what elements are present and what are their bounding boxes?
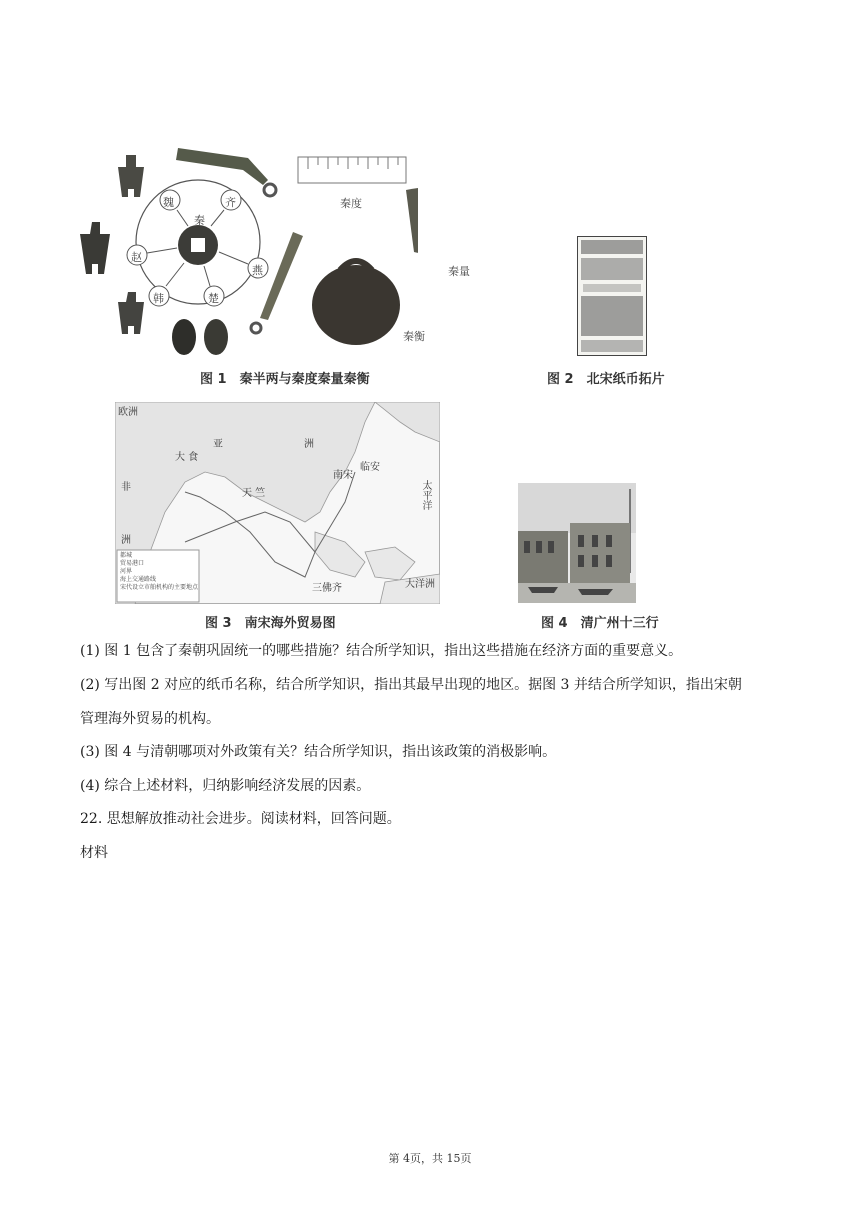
material-heading: 材料 [80, 845, 108, 861]
map-label-africa-a: 非 [121, 482, 131, 493]
figure-4-caption: 图 4 清广州十三行 [541, 616, 659, 631]
figure-3-caption: 图 3 南宋海外贸易图 [205, 616, 336, 631]
measure-label: 秦量 [448, 265, 470, 278]
question-22: 22. 思想解放推动社会进步。阅读材料，回答问题。 [80, 811, 401, 827]
state-label-yan: 燕 [252, 264, 263, 277]
legend-item: 宋代设立市舶机构的主要地点 [120, 584, 199, 591]
question-4: (4) 综合上述材料，归纳影响经济发展的因素。 [80, 778, 371, 794]
legend-item: 海上交通路线 [120, 576, 157, 583]
question-1: (1) 图 1 包含了秦朝巩固统一的哪些措施？结合所学知识，指出这些措施在经济方面的重要意义。 [80, 643, 683, 659]
map-label-europe: 欧洲 [118, 407, 138, 418]
map-legend [120, 552, 202, 592]
question-2-line-1: (2) 写出图 2 对应的纸币名称，结合所学知识，指出其最早出现的地区。据图 3 并结合所学知识，指出宋朝 [80, 677, 742, 693]
center-label-qin: 秦 [194, 214, 205, 227]
map-label-tianzhu: 天 竺 [242, 488, 266, 499]
state-label-wei: 魏 [163, 196, 174, 209]
map-label-asia-b: 洲 [304, 439, 314, 450]
question-3: (3) 图 4 与清朝哪项对外政策有关？结合所学知识，指出该政策的消极影响。 [80, 744, 557, 760]
legend-item: 贸易港口 [120, 560, 145, 567]
question-2-line-2: 管理海外贸易的机构。 [80, 711, 220, 727]
page-footer: 第 4页，共 15页 [388, 1152, 472, 1165]
qin-unification-diagram [78, 140, 418, 365]
figure-2-caption: 图 2 北宋纸币拓片 [547, 372, 665, 387]
figure-4-photo [518, 483, 636, 603]
map-label-pacific: 太平洋 [420, 480, 431, 510]
map-label-nansong: 南宋 [333, 470, 353, 481]
state-label-han: 韩 [153, 292, 164, 305]
state-label-chu: 楚 [208, 292, 219, 305]
ruler-label: 秦度 [340, 197, 362, 210]
map-label-asia-a: 亚 [213, 439, 223, 450]
map-label-dashi: 大 食 [175, 452, 199, 463]
figure-2-banknote-rubbing [577, 236, 647, 356]
legend-item: 都城 [120, 552, 133, 559]
state-label-qi: 齐 [225, 196, 236, 209]
state-label-zhao: 赵 [131, 251, 142, 264]
map-label-oceania: 大洋洲 [405, 579, 435, 590]
map-label-linan: 临安 [360, 462, 380, 473]
figure-1-caption: 图 1 秦半两与秦度秦量秦衡 [200, 372, 370, 387]
weight-label: 秦衡 [403, 330, 425, 343]
figure-1-illustration [78, 140, 418, 365]
legend-item: 河界 [120, 568, 133, 575]
map-label-sanfoqi: 三佛齐 [312, 583, 342, 594]
map-label-africa-b: 洲 [121, 535, 131, 546]
